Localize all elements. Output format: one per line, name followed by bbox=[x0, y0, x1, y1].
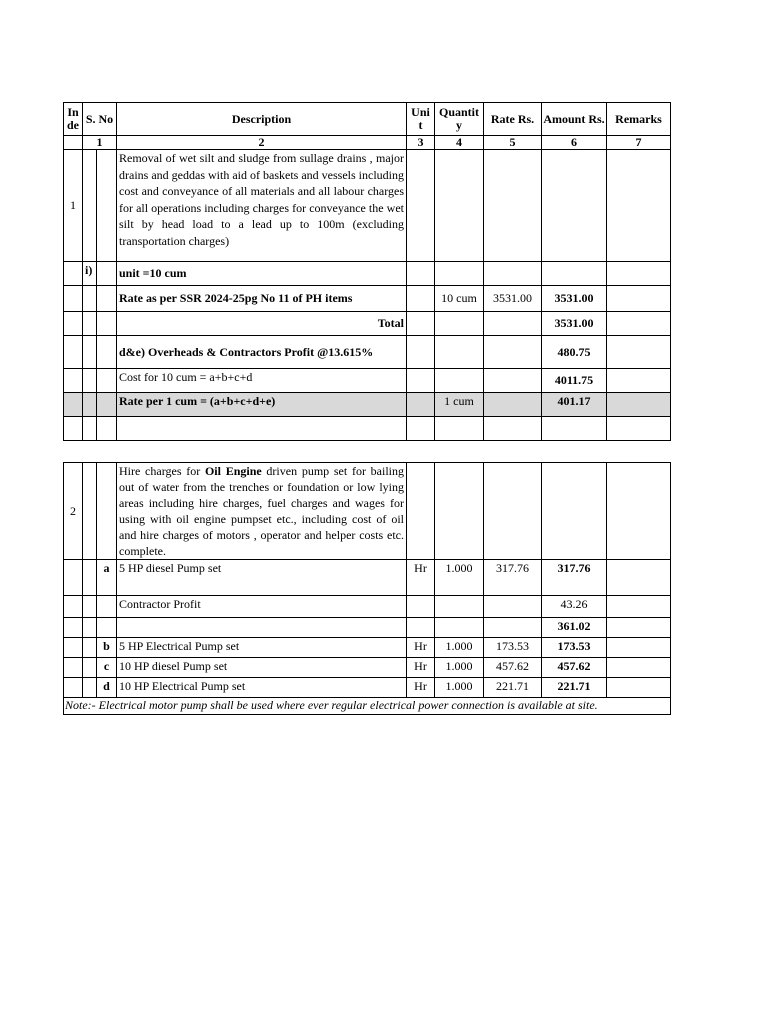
item-index: 2 bbox=[64, 463, 83, 560]
profit-amount: 43.26 bbox=[542, 596, 607, 618]
table-row bbox=[64, 262, 671, 286]
table-row bbox=[64, 336, 671, 369]
table-row bbox=[64, 393, 671, 417]
estimate-table-1 bbox=[63, 102, 671, 441]
header-remarks: Remarks bbox=[607, 103, 671, 136]
profit-description: Contractor Profit bbox=[117, 596, 407, 618]
header-quantity: Quantit y bbox=[435, 103, 484, 136]
sub-sno: a bbox=[97, 560, 117, 596]
cost-amount: 4011.75 bbox=[542, 369, 607, 393]
table-row bbox=[64, 312, 671, 336]
header-unit: Uni t bbox=[407, 103, 435, 136]
col-number: 7 bbox=[607, 136, 671, 150]
table-row bbox=[64, 560, 671, 596]
table-row bbox=[64, 678, 671, 698]
item-1-row bbox=[64, 150, 671, 262]
rate-line-quantity: 10 cum bbox=[435, 286, 484, 312]
sub-description: 10 HP Electrical Pump set bbox=[117, 678, 407, 698]
cost-description: Cost for 10 cum = a+b+c+d bbox=[117, 369, 407, 393]
rate-per-amount: 401.17 bbox=[542, 393, 607, 417]
item-description bbox=[117, 463, 407, 560]
note-text: Note:- Electrical motor pump shall be used where ever regular electrical power connection is available at site. bbox=[64, 698, 671, 715]
sub-description: 10 HP diesel Pump set bbox=[117, 658, 407, 678]
col-number: 1 bbox=[83, 136, 117, 150]
table-row bbox=[64, 638, 671, 658]
table-row bbox=[64, 658, 671, 678]
item-description: Removal of wet silt and sludge from sullage drains , major drains and geddas with aid of baskets and vessels including cost and conveyance of all materials and all labour charges for all operations including charges for conveyance the wet silt by head load to a lead up to 100m (excluding transportation charges) bbox=[117, 150, 407, 262]
sub-amount: 457.62 bbox=[542, 658, 607, 678]
sub-rate: 457.62 bbox=[484, 658, 542, 678]
header-description: Description bbox=[117, 103, 407, 136]
table-row bbox=[64, 417, 671, 441]
item-2-row bbox=[64, 463, 671, 560]
sub-unit: Hr bbox=[407, 638, 435, 658]
subtotal-amount: 361.02 bbox=[542, 618, 607, 638]
rate-per-description: Rate per 1 cum = (a+b+c+d+e) bbox=[117, 393, 407, 417]
sub-quantity: 1.000 bbox=[435, 638, 484, 658]
sub-sno: c bbox=[97, 658, 117, 678]
header-index: In de bbox=[64, 103, 83, 136]
sub-amount: 221.71 bbox=[542, 678, 607, 698]
sub-unit: Hr bbox=[407, 560, 435, 596]
sub-rate: 173.53 bbox=[484, 638, 542, 658]
table-row bbox=[64, 286, 671, 312]
rate-line-amount: 3531.00 bbox=[542, 286, 607, 312]
sub-unit: Hr bbox=[407, 678, 435, 698]
sub-description: 5 HP diesel Pump set bbox=[117, 560, 407, 596]
item-index: 1 bbox=[64, 150, 83, 262]
sub-description: 5 HP Electrical Pump set bbox=[117, 638, 407, 658]
sub-quantity: 1.000 bbox=[435, 658, 484, 678]
sub-unit: Hr bbox=[407, 658, 435, 678]
column-number-row bbox=[64, 136, 671, 150]
table-row bbox=[64, 596, 671, 618]
sub-rate: 221.71 bbox=[484, 678, 542, 698]
col-number: 2 bbox=[117, 136, 407, 150]
header-rate: Rate Rs. bbox=[484, 103, 542, 136]
col-number: 5 bbox=[484, 136, 542, 150]
sub-quantity: 1.000 bbox=[435, 560, 484, 596]
description-text: driven pump set for bailing out of water from the trenches or foundation or low lying areas including hire charges, fuel charges and wages for using with oil engine pumpset etc., including cost of oil and hire charges of motors , operator and helper costs etc. complete. bbox=[119, 464, 405, 558]
total-label: Total bbox=[117, 312, 407, 336]
sub-sno: i) bbox=[83, 262, 97, 286]
description-text: Hire charges for bbox=[119, 464, 205, 478]
sub-rate: 317.76 bbox=[484, 560, 542, 596]
col-number: 4 bbox=[435, 136, 484, 150]
description-bold-text: Oil Engine bbox=[204, 464, 262, 478]
rate-line-rate: 3531.00 bbox=[484, 286, 542, 312]
col-number: 3 bbox=[407, 136, 435, 150]
header-row bbox=[64, 103, 671, 136]
rate-per-quantity: 1 cum bbox=[435, 393, 484, 417]
header-sno: S. No bbox=[83, 103, 117, 136]
sub-quantity: 1.000 bbox=[435, 678, 484, 698]
sub-sno: b bbox=[97, 638, 117, 658]
header-amount: Amount Rs. bbox=[542, 103, 607, 136]
sub-amount: 173.53 bbox=[542, 638, 607, 658]
overheads-description: d&e) Overheads & Contractors Profit @13.615% bbox=[117, 336, 407, 369]
overheads-amount: 480.75 bbox=[542, 336, 607, 369]
note-row bbox=[64, 698, 671, 715]
table-row bbox=[64, 618, 671, 638]
estimate-table-2 bbox=[63, 462, 671, 715]
total-amount: 3531.00 bbox=[542, 312, 607, 336]
col-number: 6 bbox=[542, 136, 607, 150]
table-row bbox=[64, 369, 671, 393]
sub-amount: 317.76 bbox=[542, 560, 607, 596]
rate-line-description: Rate as per SSR 2024-25pg No 11 of PH items bbox=[117, 286, 407, 312]
unit-line: unit =10 cum bbox=[117, 262, 407, 286]
sub-sno: d bbox=[97, 678, 117, 698]
